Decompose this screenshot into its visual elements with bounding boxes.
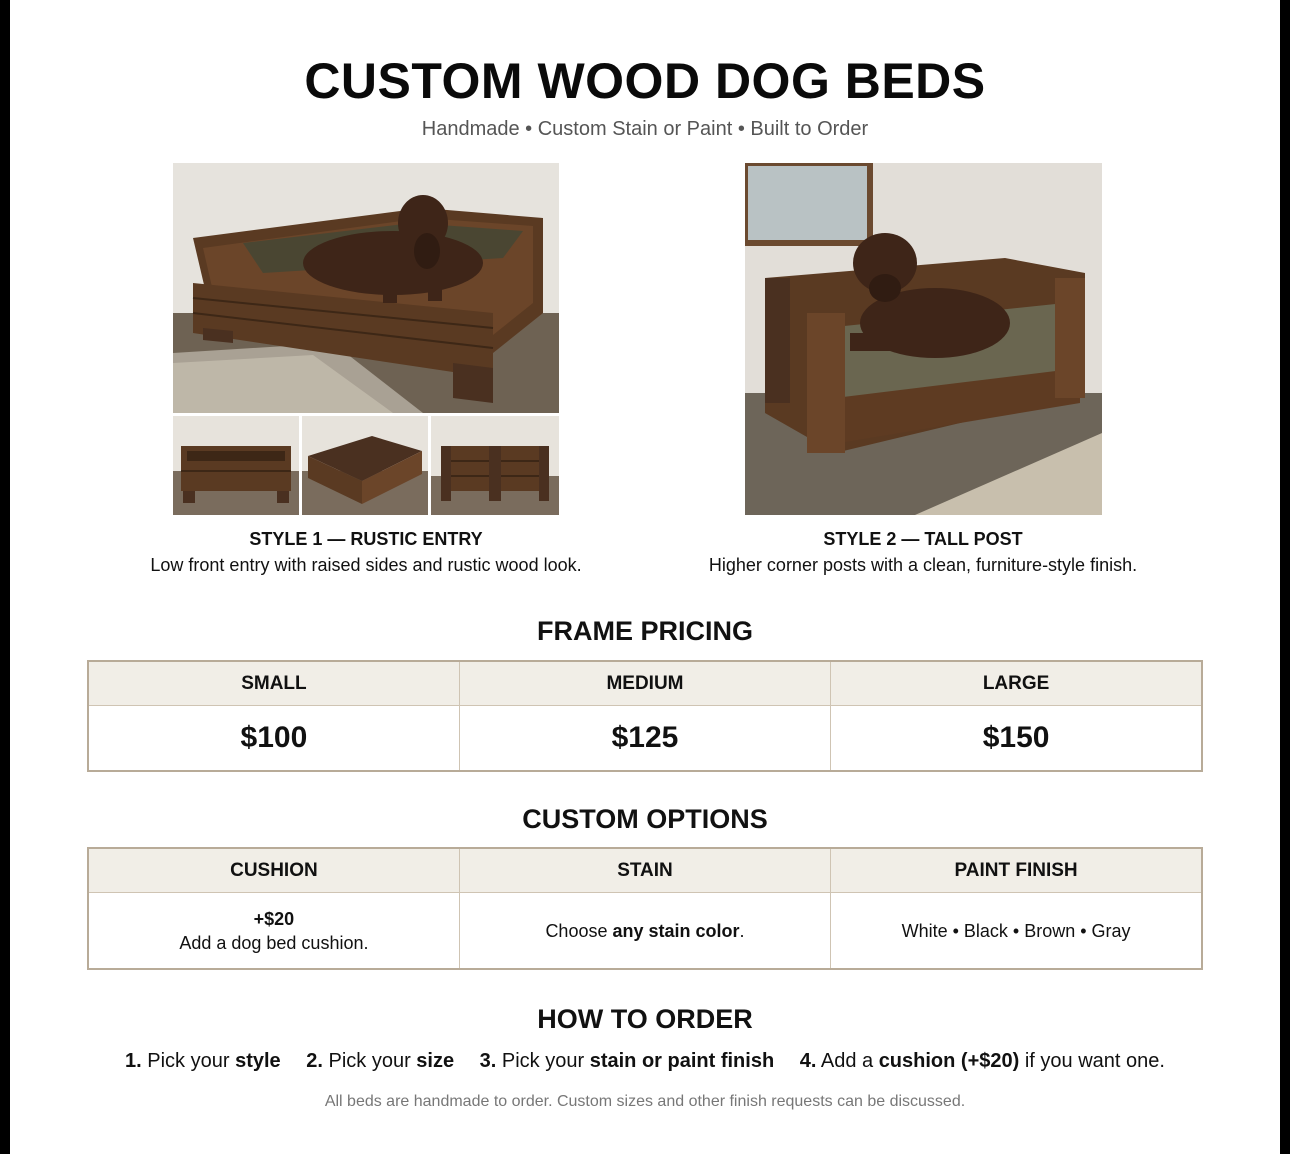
cushion-option bbox=[88, 893, 459, 970]
style1-description: Low front entry with raised sides and rustic wood look. bbox=[150, 555, 582, 575]
price-small: $100 bbox=[88, 706, 459, 772]
frame-pricing-table bbox=[87, 660, 1203, 772]
stain-text-post: . bbox=[739, 920, 745, 941]
size-header-medium: MEDIUM bbox=[459, 661, 830, 706]
style2-description: Higher corner posts with a clean, furniture-style finish. bbox=[708, 555, 1138, 575]
cushion-description: Add a dog bed cushion. bbox=[179, 932, 369, 953]
page-title: CUSTOM WOOD DOG BEDS bbox=[304, 53, 986, 109]
how-to-order-title: HOW TO ORDER bbox=[537, 1004, 753, 1034]
size-header-large: LARGE bbox=[831, 661, 1202, 706]
style1-title: STYLE 1 — RUSTIC ENTRY bbox=[249, 529, 483, 549]
style2-main-photo bbox=[745, 163, 1102, 515]
option-header-paint: PAINT FINISH bbox=[831, 848, 1202, 893]
order-step-3: 3. Pick your stain or paint finish bbox=[479, 1050, 775, 1072]
footnote: All beds are handmade to order. Custom sizes and other finish requests can be discussed. bbox=[324, 1093, 966, 1110]
paint-finish-option: White • Black • Brown • Gray bbox=[831, 893, 1202, 970]
stain-text-bold: any stain color bbox=[612, 920, 740, 941]
order-step-2: 2. Pick your size bbox=[306, 1050, 455, 1072]
page-subtitle: Handmade • Custom Stain or Paint • Built to Order bbox=[421, 118, 869, 140]
style1-thumbnail-2 bbox=[302, 416, 428, 515]
size-header-small: SMALL bbox=[88, 661, 459, 706]
custom-options-table bbox=[87, 847, 1203, 970]
cushion-price: +$20 bbox=[253, 908, 295, 929]
order-step-1: 1. Pick your style bbox=[125, 1050, 281, 1072]
price-large: $150 bbox=[831, 706, 1202, 772]
custom-options-title: CUSTOM OPTIONS bbox=[522, 804, 768, 834]
option-header-stain: STAIN bbox=[459, 848, 830, 893]
style1-thumbnail-3 bbox=[431, 416, 559, 515]
price-sheet bbox=[10, 0, 1280, 1154]
style2-title: STYLE 2 — TALL POST bbox=[823, 529, 1023, 549]
frame-pricing-title: FRAME PRICING bbox=[537, 616, 753, 646]
style1-thumbnail-1 bbox=[173, 416, 299, 515]
style1-main-photo bbox=[173, 163, 559, 413]
option-header-cushion: CUSHION bbox=[88, 848, 459, 893]
stain-option bbox=[459, 893, 830, 970]
stain-text-pre: Choose bbox=[545, 920, 613, 941]
order-steps bbox=[10, 1050, 1280, 1073]
order-step-4: 4. Add a cushion (+$20) if you want one. bbox=[799, 1050, 1165, 1072]
price-medium: $125 bbox=[459, 706, 830, 772]
